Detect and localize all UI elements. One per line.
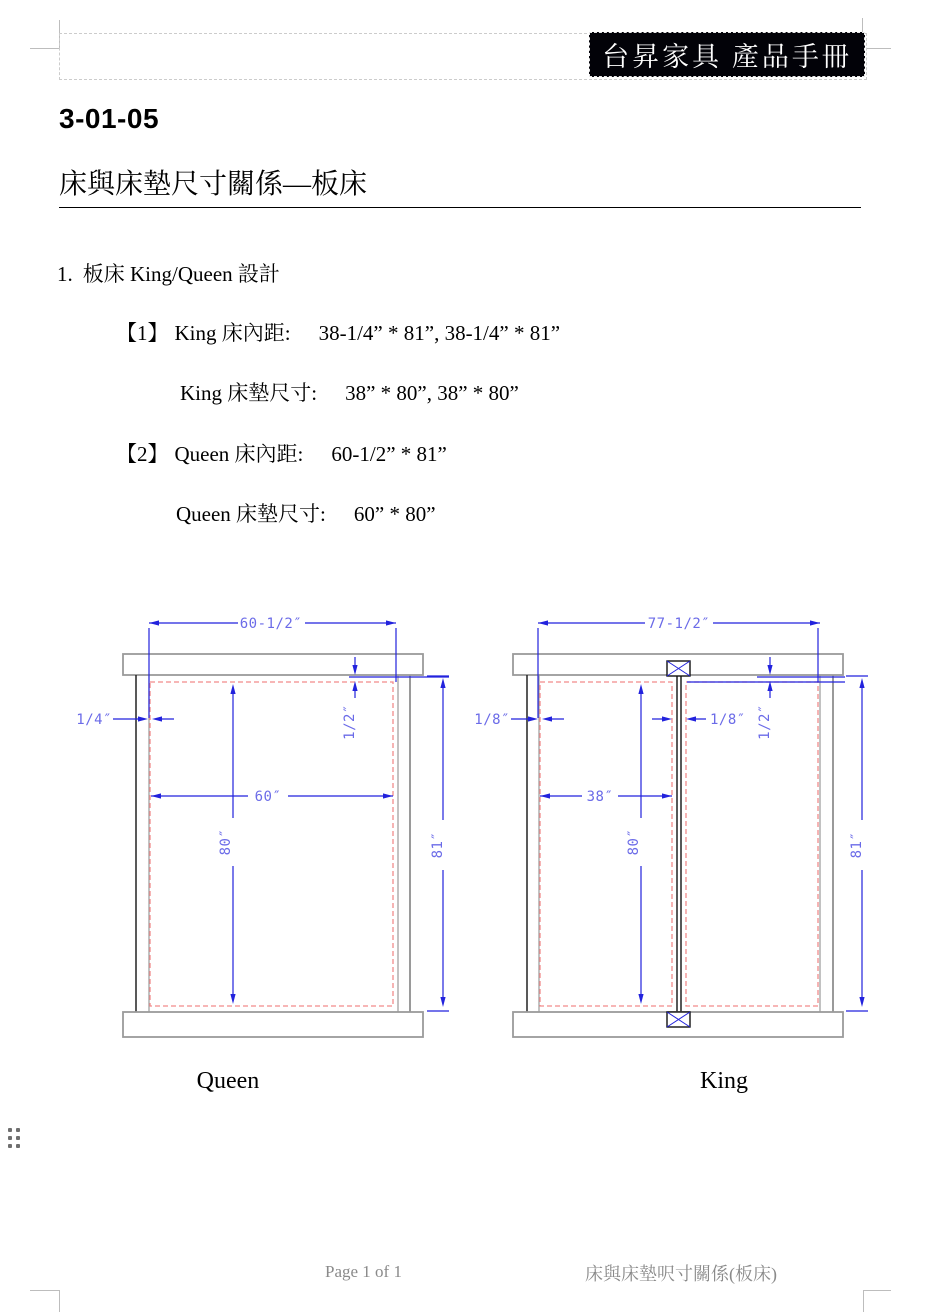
spec-value: 38” * 80”, 38” * 80” — [345, 381, 519, 405]
crop-mark-bottom-left-h — [30, 1290, 59, 1291]
spec-queen-inner — [116, 438, 447, 468]
queen-width-dim-label: 60-1/2″ — [239, 616, 303, 632]
list-heading-text: 板床 King/Queen 設計 — [82, 262, 280, 286]
spec-queen-mattress — [176, 498, 436, 528]
queen-bed-frame — [123, 654, 423, 1037]
spec-label: King 床內距: — [174, 321, 291, 345]
spec-value: 60-1/2” * 81” — [331, 442, 447, 466]
king-side-gap-label: 1/8″ — [474, 712, 510, 728]
list-number: 1. — [57, 262, 73, 286]
queen-side-gap-label: 1/4″ — [76, 712, 112, 728]
grip-dot — [8, 1128, 12, 1132]
footer-doc-title: 床與床墊呎寸關係(板床) — [585, 1264, 777, 1284]
queen-mattress-length-label: 80″ — [218, 828, 234, 856]
crop-mark-top-right-h — [866, 48, 891, 49]
spec-king-mattress — [180, 377, 519, 407]
spec-value: 38-1/4” * 81”, 38-1/4” * 81” — [318, 321, 561, 345]
spec-label: Queen 床墊尺寸: — [176, 502, 326, 526]
brand-badge-text: 台昇家具 產品手冊 — [602, 42, 852, 72]
queen-head-gap-label: 1/2″ — [342, 704, 358, 740]
crop-mark-top-left-h — [30, 48, 59, 49]
drag-handle[interactable] — [8, 1128, 20, 1148]
spec-bullet: 【2】 — [116, 442, 169, 466]
grip-dot — [16, 1144, 20, 1148]
king-mattress-length-label: 80″ — [626, 828, 642, 856]
grip-dot — [8, 1144, 12, 1148]
king-right-mattress-outline — [686, 682, 818, 1006]
footer-page-number: Page 1 of 1 — [325, 1262, 402, 1281]
spec-bullet: 【1】 — [116, 321, 169, 345]
spec-label: Queen 床內距: — [174, 442, 304, 466]
brand-badge — [589, 32, 865, 77]
king-head-gap-label: 1/2″ — [757, 704, 773, 740]
queen-footboard — [123, 1012, 423, 1037]
crop-mark-bottom-right-h — [863, 1290, 891, 1291]
spec-label: King 床墊尺寸: — [180, 381, 318, 405]
crop-mark-bottom-left-v — [59, 1290, 60, 1312]
grip-dot — [8, 1136, 12, 1140]
list-heading — [57, 258, 280, 288]
king-width-dim-label: 77-1/2″ — [647, 616, 711, 632]
king-bed-frame — [513, 654, 843, 1037]
king-mattress-width-label: 38″ — [586, 789, 614, 805]
spec-value: 60” * 80” — [353, 502, 436, 526]
page-title: 床與床墊尺寸關係—板床 — [59, 169, 368, 200]
king-frame-length-label: 81″ — [849, 831, 865, 859]
spec-king-inner — [116, 317, 560, 347]
king-center-gap-label: 1/8″ — [710, 712, 746, 728]
grip-dot — [16, 1136, 20, 1140]
queen-caption: Queen — [196, 1068, 260, 1094]
queen-diagram — [60, 600, 460, 1100]
king-left-mattress-outline — [540, 682, 672, 1006]
queen-headboard — [123, 654, 423, 675]
queen-mattress-width-label: 60″ — [254, 789, 282, 805]
king-diagram — [470, 600, 910, 1100]
queen-frame-length-label: 81″ — [430, 831, 446, 859]
crop-mark-bottom-right-v — [863, 1290, 864, 1312]
title-rule — [59, 207, 861, 208]
king-caption: King — [700, 1068, 748, 1094]
crop-mark-top-right-v — [862, 18, 863, 32]
grip-dot — [16, 1128, 20, 1132]
doc-code: 3-01-05 — [59, 103, 160, 134]
